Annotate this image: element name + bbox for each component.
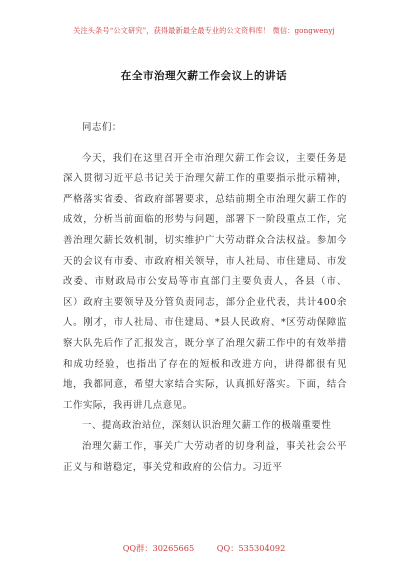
footer-qq-group: QQ群：30265665 [122,543,195,553]
footer-qq: QQ：535304092 [216,543,286,553]
document-title: 在全市治理欠薪工作会议上的讲话 [120,70,288,82]
footer-contact [0,543,408,554]
header-promo-note: 关注头条号“公文研究”，获得最新最全最专业的公文资料库！ 微信：gongwenyj [73,26,335,35]
section-heading: 一、提高政治站位，深刻认识治理欠薪工作的极端重要性 [82,420,332,432]
document-body [63,118,347,478]
body-paragraph: 治理欠薪工作，事关广大劳动者的切身利益，事关社会公平正义与和谐稳定，事关党和政府的公信力。习近平 [63,440,347,473]
salutation: 同志们： [82,122,122,133]
body-paragraph: 今天，我们在这里召开全市治理欠薪工作会议，主要任务是深入贯彻习近平总书记关于治理欠薪工作的重要指示批示精神，严格落实省委、省政府部署要求，总结前期全市治理欠薪工作的成效，分析当前面临的形势与问题，部署下一阶段重点工作，完善治理欠薪长效机制，切实维护广大劳动群众合法权益。参加今天的会议有市委、市政府相关领导，市人社局、市住建局、市发改委、市财政局市公安局等市直部门主要负责人，各县（市、区）政府主要领导及分管负责同志，部分企业代表，共计400余人。刚才，市人社局、市住建局、*县人民政府、*区劳动保障监察大队先后作了汇报发言，既分享了治理欠薪工作中的有效举措和成功经验，也指出了存在的短板和改进方向，讲得都很有见地，我都同意，希望大家结合实际，认真抓好落实。下面，结合工作实际，我再讲几点意见。 [63,152,347,411]
